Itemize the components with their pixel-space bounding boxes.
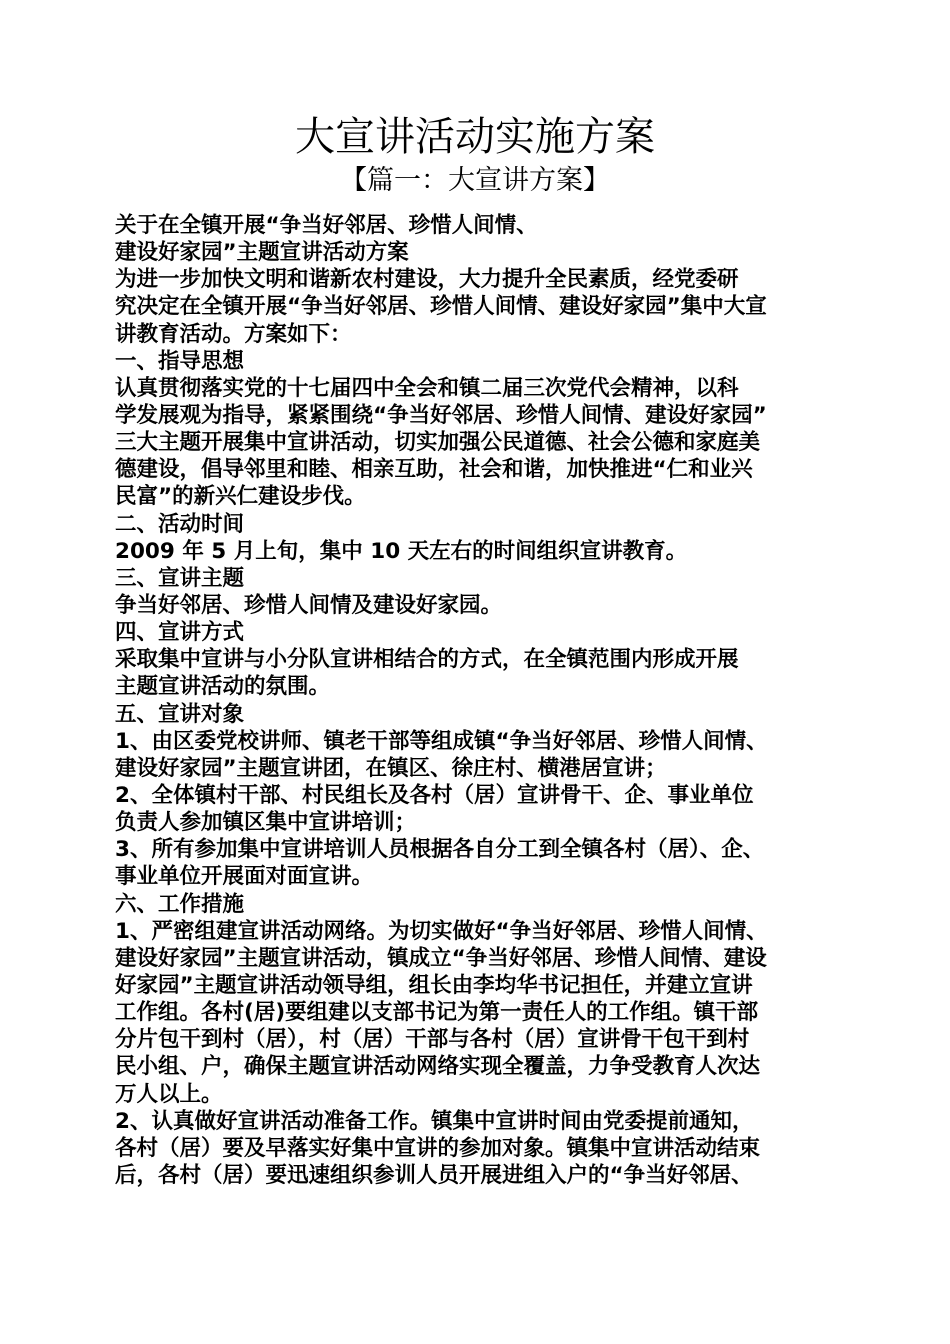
text-line: 六、工作措施 (115, 891, 245, 917)
text-line: 万人以上。 (115, 1081, 223, 1107)
text-line: 采取集中宣讲与小分队宣讲相结合的方式，在全镇范围内形成开展 (115, 647, 739, 673)
text-line: 学发展观为指导，紧紧围绕“争当好邻居、珍惜人间情、建设好家园” (115, 402, 767, 428)
text-line: 负责人参加镇区集中宣讲培训； (115, 810, 417, 836)
text-line: 四、宣讲方式 (115, 620, 245, 646)
text-line: 后，各村（居）要迅速组织参训人员开展进组入户的“争当好邻居、 (115, 1162, 753, 1188)
text-line: 二、活动时间 (115, 511, 245, 537)
text-line: 建设好家园”主题宣讲活动，镇成立“争当好邻居、珍惜人间情、建设 (115, 945, 767, 971)
text-line: 争当好邻居、珍惜人间情及建设好家园。 (115, 592, 503, 618)
text-line: 工作组。各村(居)要组建以支部书记为第一责任人的工作组。镇干部 (115, 1000, 759, 1026)
text-line: 一、指导思想 (115, 348, 245, 374)
text-line: 民小组、户，确保主题宣讲活动网络实现全覆盖，力争受教育人次达 (115, 1054, 761, 1080)
text-line: 建设好家园”主题宣讲团，在镇区、徐庄村、横港居宣讲； (115, 755, 667, 781)
text-line: 事业单位开展面对面宣讲。 (115, 864, 374, 890)
text-line: 2、全体镇村干部、村民组长及各村（居）宣讲骨干、企、事业单位 (115, 782, 754, 808)
text-line: 分片包干到村（居），村（居）干部与各村（居）宣讲骨干包干到村 (115, 1027, 750, 1053)
text-line: 各村（居）要及早落实好集中宣讲的参加对象。镇集中宣讲活动结束 (115, 1135, 761, 1161)
text-line: 主题宣讲活动的氛围。 (115, 674, 331, 700)
text-line: 讲教育活动。方案如下： (115, 321, 352, 347)
text-line: 关于在全镇开展“争当好邻居、珍惜人间情、 (115, 213, 538, 238)
document-title: 大宣讲活动实施方案 (295, 114, 655, 160)
text-line: 2、认真做好宣讲活动准备工作。镇集中宣讲时间由党委提前通知， (115, 1108, 754, 1134)
text-line: 建设好家园”主题宣讲活动方案 (115, 240, 409, 266)
text-line: 民富”的新兴仁建设步伐。 (115, 484, 366, 510)
text-line: 究决定在全镇开展“争当好邻居、珍惜人间情、建设好家园”集中大宣 (115, 294, 767, 320)
text-line: 五、宣讲对象 (115, 701, 245, 727)
text-line: 2009 年 5 月上旬，集中 10 天左右的时间组织宣讲教育。 (115, 538, 688, 564)
text-line: 好家园”主题宣讲活动领导组，组长由李均华书记担任，并建立宣讲 (115, 972, 753, 998)
text-line: 1、严密组建宣讲活动网络。为切实做好“争当好邻居、珍惜人间情、 (115, 918, 768, 944)
text-line: 三大主题开展集中宣讲活动，切实加强公民道德、社会公德和家庭美 (115, 430, 761, 456)
document-body (115, 212, 837, 1189)
text-line: 德建设，倡导邻里和睦、相亲互助，社会和谐，加快推进“仁和业兴 (115, 457, 753, 483)
text-line: 3、所有参加集中宣讲培训人员根据各自分工到全镇各村（居）、企、 (115, 837, 765, 863)
text-line: 1、由区委党校讲师、镇老干部等组成镇“争当好邻居、珍惜人间情、 (115, 728, 768, 754)
text-line: 三、宣讲主题 (115, 565, 245, 591)
text-line: 为进一步加快文明和谐新农村建设，大力提升全民素质，经党委研 (115, 267, 739, 293)
text-line: 认真贯彻落实党的十七届四中全会和镇二届三次党代会精神，以科 (115, 375, 739, 401)
document-subtitle: 【篇一：大宣讲方案】 (340, 165, 610, 196)
